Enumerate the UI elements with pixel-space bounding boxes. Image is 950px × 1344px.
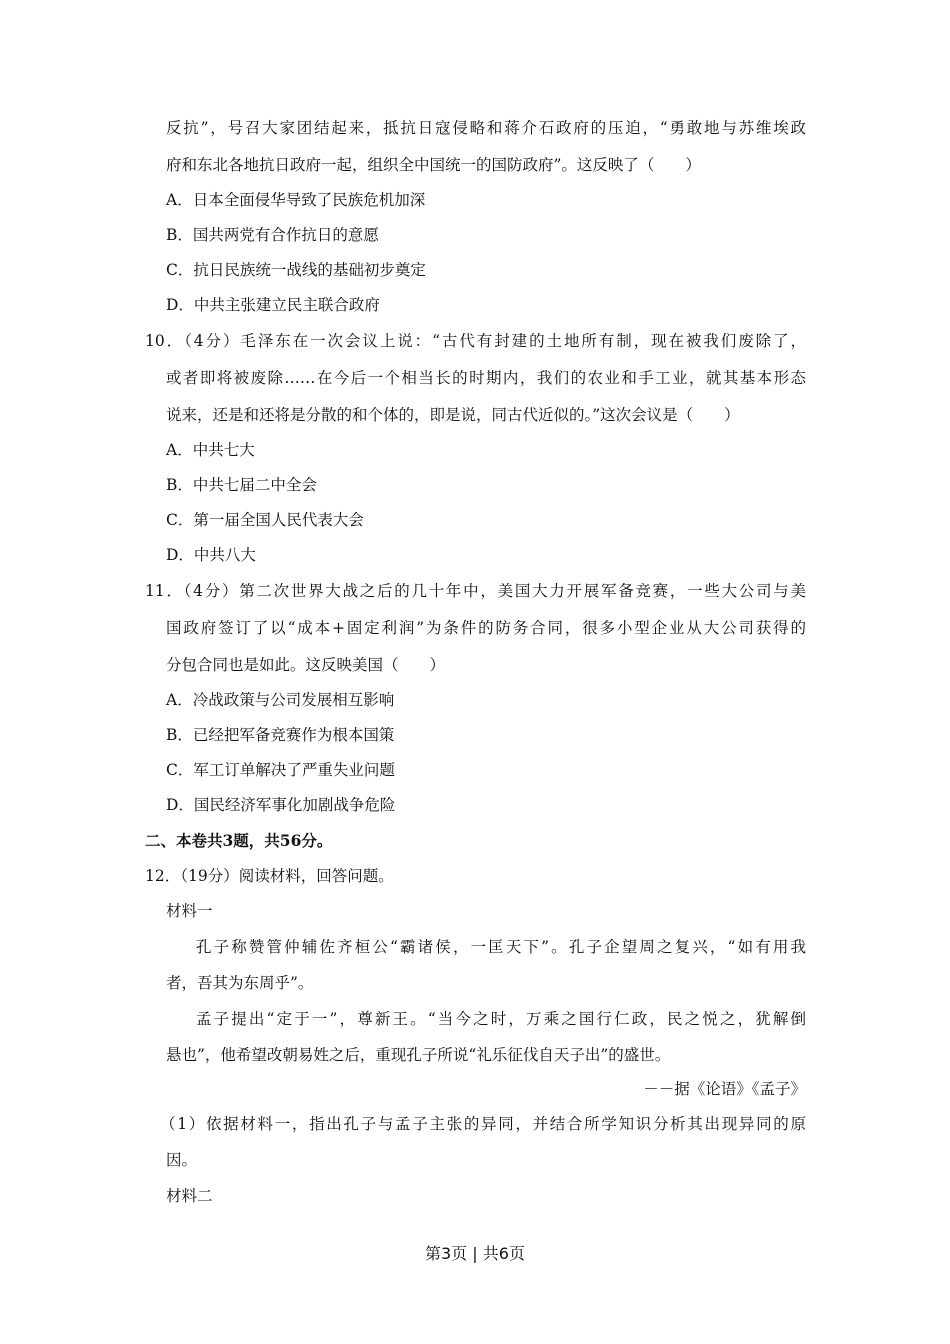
q11-option-d: D．国民经济军事化加剧战争危险 <box>166 796 396 814</box>
q12-sub1-line: 因。 <box>166 1151 198 1169</box>
q11-option-c: C．军工订单解决了严重失业问题 <box>166 761 395 779</box>
q9-option-d: D．中共主张建立民主联合政府 <box>166 296 380 314</box>
q10-stem-line: 10．（4分）毛泽东在一次会议上说：“古代有封建的土地所有制，现在被我们废除了， <box>145 332 806 350</box>
material1-line: 者，吾其为东周乎”。 <box>166 974 314 992</box>
section-heading: 二、本卷共3题，共56分。 <box>145 831 333 850</box>
material2-label: 材料二 <box>166 1187 213 1205</box>
q10-stem-line: 或者即将被废除……在今后一个相当长的时期内，我们的农业和手工业，就其基本形态 <box>166 369 806 387</box>
q11-stem-line: 国政府签订了以“成本+固定利润”为条件的防务合同，很多小型企业从大公司获得的 <box>166 619 806 637</box>
page-footer: 第3页 | 共6页 <box>425 1244 525 1263</box>
q10-option-b: B．中共七届二中全会 <box>166 476 317 494</box>
material1-label: 材料一 <box>166 902 213 920</box>
q12-stem: 12．（19分）阅读材料，回答问题。 <box>145 867 394 885</box>
q10-stem-line: 说来，还是和还将是分散的和个体的，即是说，同古代近似的。”这次会议是（ ） <box>166 406 740 424</box>
q11-option-a: A．冷战政策与公司发展相互影响 <box>166 691 395 709</box>
q11-option-b: B．已经把军备竞赛作为根本国策 <box>166 726 395 744</box>
q11-stem-line: 11．（4分）第二次世界大战之后的几十年中，美国大力开展军备竞赛，一些大公司与美 <box>145 582 806 600</box>
q9-stem-line: 府和东北各地抗日政府一起，组织全中国统一的国防政府”。这反映了（ ） <box>166 156 701 174</box>
q10-option-d: D．中共八大 <box>166 546 256 564</box>
q12-sub1-line: （1）依据材料一，指出孔子与孟子主张的异同，并结合所学知识分析其出现异同的原 <box>160 1115 806 1133</box>
q11-stem-line: 分包合同也是如此。这反映美国（ ） <box>166 656 446 674</box>
material1-source: －－据《论语》《孟子》 <box>643 1080 806 1098</box>
material1-line: 悬也”，他希望改朝易姓之后，重现孔子所说“礼乐征伐自天子出”的盛世。 <box>166 1046 671 1064</box>
q9-option-c: C．抗日民族统一战线的基础初步奠定 <box>166 261 426 279</box>
material1-line: 孟子提出“定于一”，尊新王。“当今之时，万乘之国行仁政，民之悦之，犹解倒 <box>196 1010 806 1028</box>
q9-stem-line: 反抗”，号召大家团结起来，抵抗日寇侵略和蒋介石政府的压迫，“勇敢地与苏维埃政 <box>166 119 806 137</box>
q10-option-a: A．中共七大 <box>166 441 255 459</box>
q9-option-b: B．国共两党有合作抗日的意愿 <box>166 226 379 244</box>
material1-line: 孔子称赞管仲辅佐齐桓公“霸诸侯，一匡天下”。孔子企望周之复兴，“如有用我 <box>196 938 806 956</box>
q10-option-c: C．第一届全国人民代表大会 <box>166 511 364 529</box>
q9-option-a: A．日本全面侵华导致了民族危机加深 <box>166 191 426 209</box>
